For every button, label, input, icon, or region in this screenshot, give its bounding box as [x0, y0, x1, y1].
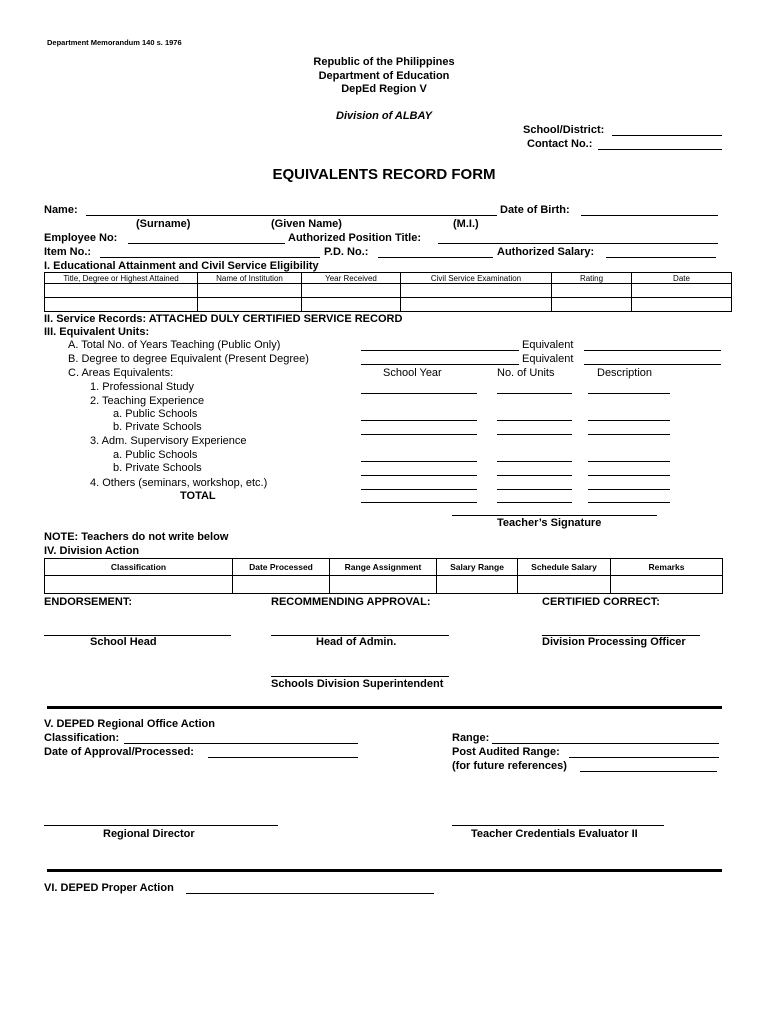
table-row: [45, 576, 723, 594]
adm-private-year-field[interactable]: [361, 465, 477, 476]
adm-public-desc-field[interactable]: [588, 451, 670, 462]
table-cell[interactable]: [198, 298, 302, 312]
others-desc-field[interactable]: [588, 479, 670, 490]
memo-reference: Department Memorandum 140 s. 1976: [47, 38, 182, 47]
table-row: [45, 284, 732, 298]
area-others: 4. Others (seminars, workshop, etc.): [90, 477, 268, 489]
division-col-classification: Classification: [45, 559, 233, 576]
col-description: Description: [597, 367, 653, 379]
total-year-field[interactable]: [361, 492, 477, 503]
division-table-header: [45, 559, 723, 576]
name-label: Name:: [44, 204, 78, 216]
table-cell[interactable]: [632, 298, 732, 312]
classification-field[interactable]: [124, 733, 358, 744]
area-adm-public: a. Public Schools: [113, 449, 198, 461]
pd-no-label: P.D. No.:: [324, 246, 369, 258]
position-title-field[interactable]: [438, 233, 718, 244]
area-adm-private: b. Private Schools: [113, 462, 202, 474]
divider-line: [47, 869, 722, 872]
range-label: Range:: [452, 732, 490, 744]
education-table: [44, 272, 732, 312]
teaching-private-desc-field[interactable]: [588, 424, 670, 435]
table-cell[interactable]: [401, 284, 552, 298]
table-cell[interactable]: [552, 284, 632, 298]
teaching-private-units-field[interactable]: [497, 424, 572, 435]
professional-units-field[interactable]: [497, 383, 572, 394]
teaching-private-year-field[interactable]: [361, 424, 477, 435]
item-b-equivalent-field[interactable]: [584, 354, 721, 365]
total-units-field[interactable]: [497, 492, 572, 503]
division-col-date-processed: Date Processed: [233, 559, 330, 576]
area-teaching-public: a. Public Schools: [113, 408, 198, 420]
future-reference-field[interactable]: [580, 761, 717, 772]
area-professional-study: 1. Professional Study: [90, 381, 194, 393]
note-text: NOTE: Teachers do not write below: [44, 531, 229, 543]
adm-public-units-field[interactable]: [497, 451, 572, 462]
header-region: DepEd Region V: [341, 83, 427, 95]
item-b-label: B. Degree to degree Equivalent (Present Degree): [68, 353, 309, 365]
professional-year-field[interactable]: [361, 383, 477, 394]
item-c-label: C. Areas Equivalents:: [68, 367, 174, 379]
dob-field[interactable]: [581, 205, 718, 216]
section1-title: I. Educational Attainment and Civil Service Eligibility: [44, 260, 319, 272]
table-cell[interactable]: [552, 298, 632, 312]
area-teaching-private: b. Private Schools: [113, 421, 202, 433]
division-col-remarks: Remarks: [611, 559, 723, 576]
item-no-label: Item No.:: [44, 246, 92, 258]
education-col-rating: Rating: [552, 273, 632, 284]
table-cell[interactable]: [401, 298, 552, 312]
area-teaching-experience: 2. Teaching Experience: [90, 395, 205, 407]
division-col-schedule-salary: Schedule Salary: [518, 559, 611, 576]
education-col-year: Year Received: [302, 273, 401, 284]
recommending-label: RECOMMENDING APPROVAL:: [271, 596, 431, 608]
evaluator-signature-line[interactable]: [452, 815, 664, 826]
section3-title: III. Equivalent Units:: [44, 326, 150, 338]
item-a-field[interactable]: [361, 340, 519, 351]
education-col-title: Title, Degree or Highest Attained: [45, 273, 198, 284]
header-department: Department of Education: [318, 70, 450, 82]
item-b-field[interactable]: [361, 354, 519, 365]
classification-label: Classification:: [44, 732, 120, 744]
future-reference-label: (for future references): [452, 760, 567, 772]
table-row: [45, 298, 732, 312]
table-cell[interactable]: [330, 576, 437, 594]
mi-caption: (M.I.): [453, 218, 479, 230]
employee-no-field[interactable]: [128, 233, 285, 244]
table-cell[interactable]: [302, 284, 401, 298]
sds-signature-line[interactable]: [271, 666, 449, 677]
proper-action-field[interactable]: [186, 883, 434, 894]
item-no-field[interactable]: [100, 247, 320, 258]
sds-label: Schools Division Superintendent: [271, 678, 444, 690]
division-col-range-assignment: Range Assignment: [330, 559, 437, 576]
given-name-caption: (Given Name): [271, 218, 342, 230]
teacher-signature-label: Teacher’s Signature: [497, 517, 602, 529]
position-title-label: Authorized Position Title:: [288, 232, 422, 244]
range-field[interactable]: [492, 733, 719, 744]
adm-private-desc-field[interactable]: [588, 465, 670, 476]
header-division: Division of ALBAY: [336, 110, 432, 122]
others-year-field[interactable]: [361, 479, 477, 490]
endorsement-label: ENDORSEMENT:: [44, 596, 133, 608]
division-col-salary-range: Salary Range: [437, 559, 518, 576]
table-cell[interactable]: [45, 576, 233, 594]
table-cell[interactable]: [611, 576, 723, 594]
table-cell[interactable]: [302, 298, 401, 312]
professional-desc-field[interactable]: [588, 383, 670, 394]
table-cell[interactable]: [518, 576, 611, 594]
name-field[interactable]: [86, 205, 497, 216]
division-officer-signature-line[interactable]: [542, 625, 700, 636]
salary-field[interactable]: [606, 247, 716, 258]
item-a-equivalent-label: Equivalent: [522, 339, 574, 351]
adm-public-year-field[interactable]: [361, 451, 477, 462]
regional-director-label: Regional Director: [103, 828, 195, 840]
table-cell[interactable]: [233, 576, 330, 594]
evaluator-label: Teacher Credentials Evaluator II: [471, 828, 638, 840]
post-audited-field[interactable]: [569, 747, 719, 758]
col-school-year: School Year: [383, 367, 442, 379]
pd-no-field[interactable]: [378, 247, 493, 258]
dob-label: Date of Birth:: [500, 204, 570, 216]
post-audited-label: Post Audited Range:: [452, 746, 560, 758]
form-title: EQUIVALENTS RECORD FORM: [272, 166, 496, 183]
section5-title: V. DEPED Regional Office Action: [44, 718, 215, 730]
division-officer-label: Division Processing Officer: [542, 636, 686, 648]
contact-field[interactable]: [598, 139, 722, 150]
table-cell[interactable]: [45, 284, 198, 298]
education-table-header: [45, 273, 732, 284]
contact-label: Contact No.:: [527, 138, 593, 150]
item-b-equivalent-label: Equivalent: [522, 353, 574, 365]
school-district-field[interactable]: [612, 125, 722, 136]
regional-director-signature-line[interactable]: [44, 815, 278, 826]
table-cell[interactable]: [198, 284, 302, 298]
teaching-public-desc-field[interactable]: [588, 410, 670, 421]
divider-line: [47, 706, 722, 709]
date-approval-label: Date of Approval/Processed:: [44, 746, 194, 758]
salary-label: Authorized Salary:: [497, 246, 595, 258]
col-no-units: No. of Units: [497, 367, 555, 379]
teaching-public-units-field[interactable]: [497, 410, 572, 421]
certified-label: CERTIFIED CORRECT:: [542, 596, 660, 608]
table-cell[interactable]: [437, 576, 518, 594]
section2-title: II. Service Records: ATTACHED DULY CERTIFIED SERVICE RECORD: [44, 313, 403, 325]
education-col-exam: Civil Service Examination: [401, 273, 552, 284]
total-desc-field[interactable]: [588, 492, 670, 503]
date-approval-field[interactable]: [208, 747, 358, 758]
head-admin-label: Head of Admin.: [316, 636, 397, 648]
table-cell[interactable]: [632, 284, 732, 298]
teacher-signature-line[interactable]: [452, 505, 657, 516]
education-col-date: Date: [632, 273, 732, 284]
division-action-table: [44, 558, 723, 594]
adm-private-units-field[interactable]: [497, 465, 572, 476]
item-a-equivalent-field[interactable]: [584, 340, 721, 351]
school-head-signature-line[interactable]: [44, 625, 231, 636]
table-cell[interactable]: [45, 298, 198, 312]
section4-title: IV. Division Action: [44, 545, 140, 557]
area-total: TOTAL: [180, 490, 216, 502]
section6-title: VI. DEPED Proper Action: [44, 882, 174, 894]
surname-caption: (Surname): [136, 218, 191, 230]
school-district-label: School/District:: [523, 124, 605, 136]
others-units-field[interactable]: [497, 479, 572, 490]
education-col-institution: Name of Institution: [198, 273, 302, 284]
school-head-label: School Head: [90, 636, 157, 648]
teaching-public-year-field[interactable]: [361, 410, 477, 421]
head-admin-signature-line[interactable]: [271, 625, 449, 636]
area-adm-supervisory: 3. Adm. Supervisory Experience: [90, 435, 247, 447]
header-republic: Republic of the Philippines: [313, 56, 455, 68]
employee-no-label: Employee No:: [44, 232, 118, 244]
item-a-label: A. Total No. of Years Teaching (Public Only): [68, 339, 281, 351]
